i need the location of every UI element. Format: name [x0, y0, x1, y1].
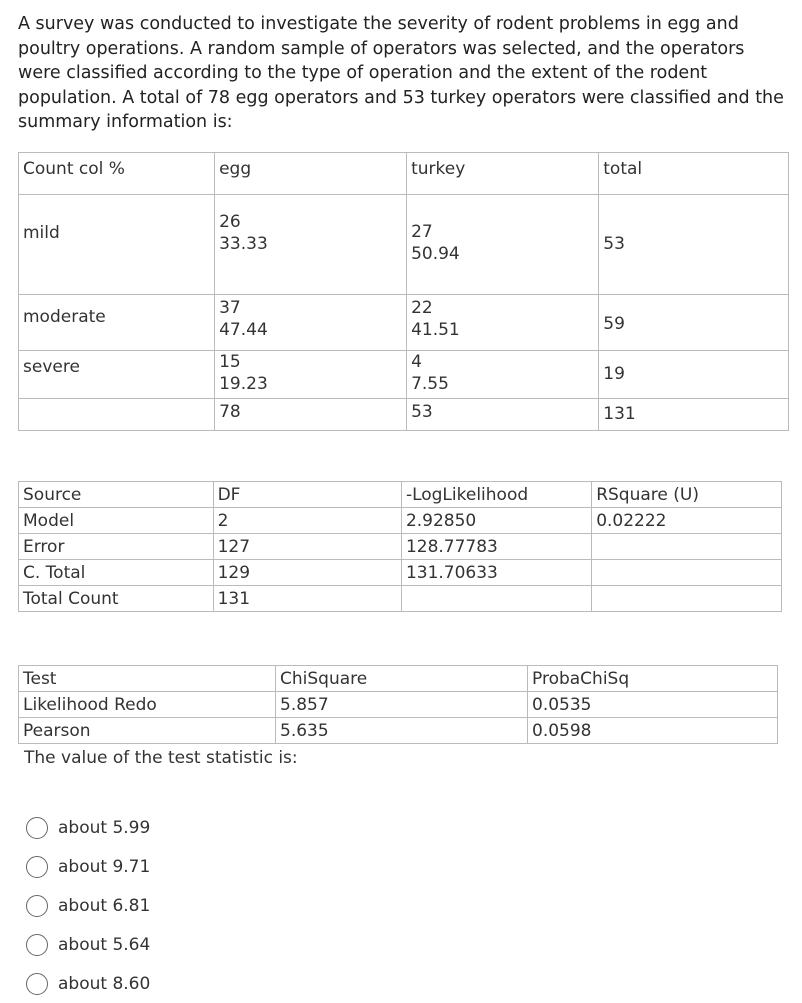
table-row: [19, 534, 782, 560]
contingency-table: [18, 152, 789, 431]
answer-option[interactable]: [26, 925, 150, 964]
count-value: 26: [219, 212, 241, 232]
option-label[interactable]: about 8.60: [58, 973, 151, 994]
egg-cell: [215, 351, 407, 399]
option-label[interactable]: about 6.81: [58, 895, 151, 916]
table-cell: 0.02222: [592, 508, 782, 534]
table-row: [19, 718, 778, 744]
table-cell: 0.0598: [528, 718, 778, 744]
question-prompt: The value of the test statistic is:: [24, 748, 298, 768]
table-cell: 131: [213, 586, 401, 612]
count-value: 15: [219, 352, 241, 372]
header-cell: ProbaChiSq: [528, 666, 778, 692]
table-cell: [592, 534, 782, 560]
tests-table: [18, 665, 778, 744]
table-cell: Likelihood Redo: [19, 692, 276, 718]
total-cell: [599, 399, 789, 431]
table-row: [19, 692, 778, 718]
table-row: [19, 399, 789, 431]
table-cell: C. Total: [19, 560, 214, 586]
answer-option[interactable]: [26, 964, 150, 1003]
row-label: [19, 399, 215, 431]
table-cell: Total Count: [19, 586, 214, 612]
header-cell: DF: [213, 482, 401, 508]
table-cell: 131.70633: [401, 560, 591, 586]
radio-button[interactable]: [26, 973, 48, 995]
total-cell: [599, 351, 789, 399]
radio-button[interactable]: [26, 856, 48, 878]
header-cell: egg: [215, 153, 407, 195]
total-value: 59: [603, 314, 625, 334]
count-value: 37: [219, 298, 241, 318]
table-cell: 0.0535: [528, 692, 778, 718]
egg-cell: [215, 399, 407, 431]
radio-button[interactable]: [26, 934, 48, 956]
row-label: severe: [19, 351, 215, 399]
table-cell: 127: [213, 534, 401, 560]
total-value: 19: [603, 364, 625, 384]
header-cell: total: [599, 153, 789, 195]
col-pct-value: 50.94: [411, 244, 460, 264]
header-cell: Test: [19, 666, 276, 692]
count-value: 53: [411, 402, 433, 422]
table-cell: Pearson: [19, 718, 276, 744]
table-cell: [401, 586, 591, 612]
total-value: 131: [603, 404, 636, 424]
turkey-cell: [407, 399, 599, 431]
total-cell: [599, 295, 789, 351]
header-cell: RSquare (U): [592, 482, 782, 508]
egg-cell: [215, 195, 407, 295]
table-header-row: [19, 666, 778, 692]
total-cell: [599, 195, 789, 295]
header-cell: turkey: [407, 153, 599, 195]
answer-option[interactable]: [26, 886, 150, 925]
table-row: [19, 586, 782, 612]
option-label[interactable]: about 5.64: [58, 934, 151, 955]
table-cell: 128.77783: [401, 534, 591, 560]
count-value: 22: [411, 298, 433, 318]
table-header-row: [19, 153, 789, 195]
count-value: 4: [411, 352, 422, 372]
table-cell: [592, 560, 782, 586]
count-value: 78: [219, 402, 241, 422]
radio-button[interactable]: [26, 817, 48, 839]
question-intro: A survey was conducted to investigate the severity of rodent problems in egg and poultry operations. A random sample of operators was selected, and the operators were classified according to the type of operation and the extent of the rodent population. A total of 78 egg operators and 53 turkey operators were classified and the summary information is:: [18, 14, 784, 132]
model-fit-table: [18, 481, 782, 612]
table-row: [19, 560, 782, 586]
col-pct-value: 47.44: [219, 320, 268, 340]
row-label: mild: [19, 195, 215, 295]
col-pct-value: 33.33: [219, 234, 268, 254]
answer-option[interactable]: [26, 847, 150, 886]
table-cell: Model: [19, 508, 214, 534]
table-cell: [592, 586, 782, 612]
col-pct-value: 7.55: [411, 374, 449, 394]
header-cell: -LogLikelihood: [401, 482, 591, 508]
answer-options: [26, 808, 150, 1003]
table-header-row: [19, 482, 782, 508]
egg-cell: [215, 295, 407, 351]
total-value: 53: [603, 234, 625, 254]
col-pct-value: 19.23: [219, 374, 268, 394]
turkey-cell: [407, 351, 599, 399]
col-pct-value: 41.51: [411, 320, 460, 340]
table-row: [19, 351, 789, 399]
turkey-cell: [407, 195, 599, 295]
header-cell: ChiSquare: [276, 666, 528, 692]
count-value: 27: [411, 222, 433, 242]
table-cell: 5.857: [276, 692, 528, 718]
turkey-cell: [407, 295, 599, 351]
table-cell: 2.92850: [401, 508, 591, 534]
header-cell: Count col %: [19, 153, 215, 195]
option-label[interactable]: about 9.71: [58, 856, 151, 877]
table-cell: Error: [19, 534, 214, 560]
table-cell: 129: [213, 560, 401, 586]
table-row: [19, 508, 782, 534]
option-label[interactable]: about 5.99: [58, 817, 151, 838]
radio-button[interactable]: [26, 895, 48, 917]
header-cell: Source: [19, 482, 214, 508]
table-cell: 2: [213, 508, 401, 534]
table-row: [19, 295, 789, 351]
row-label: moderate: [19, 295, 215, 351]
answer-option[interactable]: [26, 808, 150, 847]
table-cell: 5.635: [276, 718, 528, 744]
table-row: [19, 195, 789, 295]
